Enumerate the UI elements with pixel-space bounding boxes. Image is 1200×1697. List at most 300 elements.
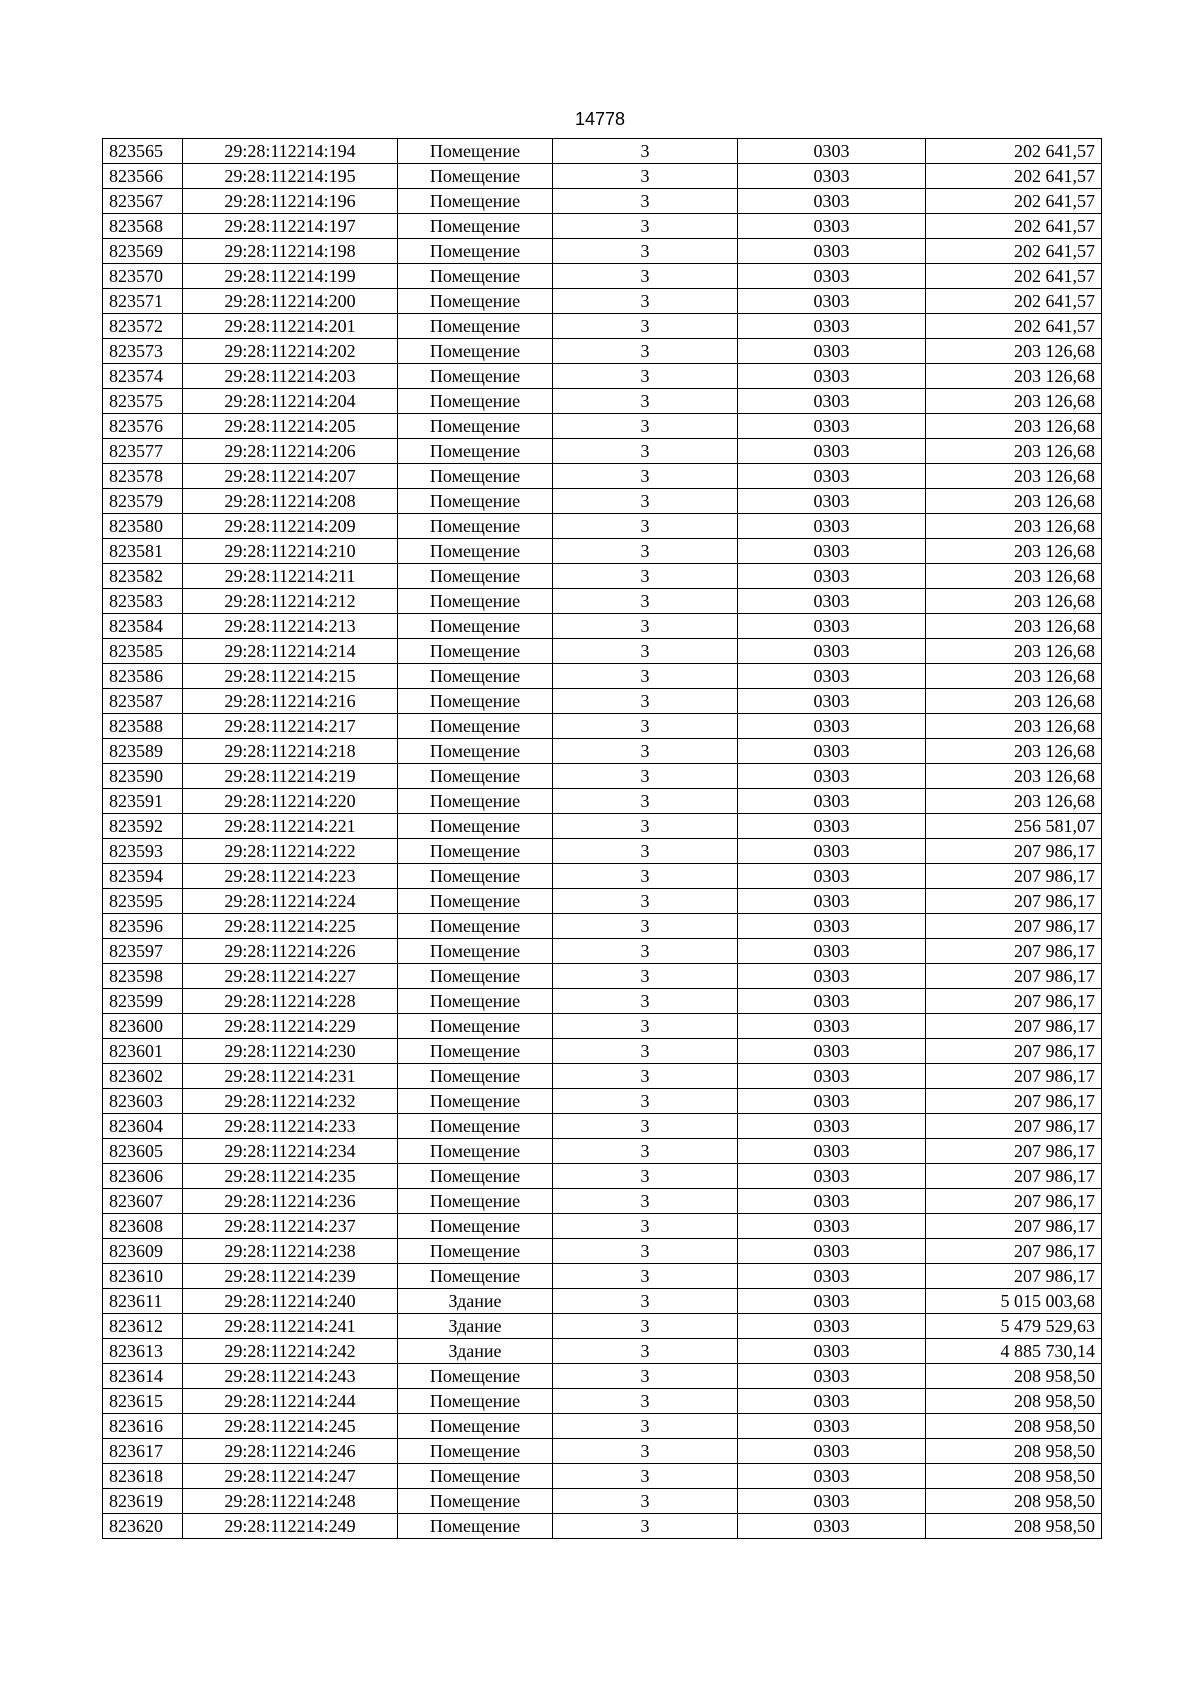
category-cell: 3	[553, 1214, 738, 1239]
table-row	[103, 1339, 1102, 1364]
row-number-cell: 823572	[103, 314, 183, 339]
row-number-cell: 823616	[103, 1414, 183, 1439]
cadastral-value-cell: 208 958,50	[926, 1414, 1102, 1439]
object-type-cell: Помещение	[398, 1064, 553, 1089]
row-number-cell: 823573	[103, 339, 183, 364]
cadastral-number-cell: 29:28:112214:221	[183, 814, 398, 839]
code-cell: 0303	[738, 1039, 926, 1064]
row-number-cell: 823576	[103, 414, 183, 439]
registry-table-body	[103, 139, 1102, 1539]
cadastral-value-cell: 207 986,17	[926, 1064, 1102, 1089]
cadastral-value-cell: 208 958,50	[926, 1389, 1102, 1414]
code-cell: 0303	[738, 814, 926, 839]
table-row	[103, 864, 1102, 889]
object-type-cell: Помещение	[398, 164, 553, 189]
code-cell: 0303	[738, 939, 926, 964]
table-row	[103, 1214, 1102, 1239]
table-row	[103, 1364, 1102, 1389]
object-type-cell: Помещение	[398, 639, 553, 664]
cadastral-number-cell: 29:28:112214:248	[183, 1489, 398, 1514]
table-row	[103, 1014, 1102, 1039]
cadastral-value-cell: 207 986,17	[926, 1214, 1102, 1239]
row-number-cell: 823585	[103, 639, 183, 664]
row-number-cell: 823590	[103, 764, 183, 789]
category-cell: 3	[553, 689, 738, 714]
row-number-cell: 823581	[103, 539, 183, 564]
cadastral-value-cell: 207 986,17	[926, 1039, 1102, 1064]
category-cell: 3	[553, 1114, 738, 1139]
row-number-cell: 823603	[103, 1089, 183, 1114]
cadastral-number-cell: 29:28:112214:225	[183, 914, 398, 939]
table-row	[103, 1289, 1102, 1314]
row-number-cell: 823571	[103, 289, 183, 314]
row-number-cell: 823619	[103, 1489, 183, 1514]
table-row	[103, 1189, 1102, 1214]
row-number-cell: 823609	[103, 1239, 183, 1264]
cadastral-number-cell: 29:28:112214:227	[183, 964, 398, 989]
code-cell: 0303	[738, 1314, 926, 1339]
object-type-cell: Помещение	[398, 1139, 553, 1164]
code-cell: 0303	[738, 1139, 926, 1164]
table-row	[103, 939, 1102, 964]
code-cell: 0303	[738, 1239, 926, 1264]
code-cell: 0303	[738, 439, 926, 464]
cadastral-number-cell: 29:28:112214:236	[183, 1189, 398, 1214]
row-number-cell: 823589	[103, 739, 183, 764]
cadastral-number-cell: 29:28:112214:242	[183, 1339, 398, 1364]
cadastral-number-cell: 29:28:112214:212	[183, 589, 398, 614]
object-type-cell: Помещение	[398, 1214, 553, 1239]
row-number-cell: 823614	[103, 1364, 183, 1389]
row-number-cell: 823584	[103, 614, 183, 639]
cadastral-number-cell: 29:28:112214:233	[183, 1114, 398, 1139]
row-number-cell: 823607	[103, 1189, 183, 1214]
cadastral-number-cell: 29:28:112214:207	[183, 464, 398, 489]
row-number-cell: 823574	[103, 364, 183, 389]
row-number-cell: 823567	[103, 189, 183, 214]
table-row	[103, 214, 1102, 239]
cadastral-value-cell: 208 958,50	[926, 1364, 1102, 1389]
cadastral-number-cell: 29:28:112214:238	[183, 1239, 398, 1264]
cadastral-value-cell: 207 986,17	[926, 1239, 1102, 1264]
table-row	[103, 1164, 1102, 1189]
category-cell: 3	[553, 964, 738, 989]
category-cell: 3	[553, 264, 738, 289]
row-number-cell: 823579	[103, 489, 183, 514]
cadastral-value-cell: 208 958,50	[926, 1439, 1102, 1464]
cadastral-value-cell: 207 986,17	[926, 939, 1102, 964]
table-row	[103, 164, 1102, 189]
cadastral-number-cell: 29:28:112214:219	[183, 764, 398, 789]
category-cell: 3	[553, 389, 738, 414]
object-type-cell: Помещение	[398, 589, 553, 614]
cadastral-number-cell: 29:28:112214:229	[183, 1014, 398, 1039]
cadastral-value-cell: 202 641,57	[926, 214, 1102, 239]
row-number-cell: 823591	[103, 789, 183, 814]
code-cell: 0303	[738, 689, 926, 714]
cadastral-value-cell: 207 986,17	[926, 1114, 1102, 1139]
category-cell: 3	[553, 814, 738, 839]
code-cell: 0303	[738, 1514, 926, 1539]
cadastral-value-cell: 203 126,68	[926, 689, 1102, 714]
category-cell: 3	[553, 139, 738, 164]
object-type-cell: Помещение	[398, 1514, 553, 1539]
table-row	[103, 714, 1102, 739]
category-cell: 3	[553, 1039, 738, 1064]
code-cell: 0303	[738, 1114, 926, 1139]
code-cell: 0303	[738, 1189, 926, 1214]
category-cell: 3	[553, 639, 738, 664]
object-type-cell: Помещение	[398, 764, 553, 789]
cadastral-number-cell: 29:28:112214:239	[183, 1264, 398, 1289]
cadastral-number-cell: 29:28:112214:216	[183, 689, 398, 714]
category-cell: 3	[553, 1389, 738, 1414]
cadastral-number-cell: 29:28:112214:203	[183, 364, 398, 389]
category-cell: 3	[553, 939, 738, 964]
category-cell: 3	[553, 464, 738, 489]
cadastral-value-cell: 207 986,17	[926, 964, 1102, 989]
table-row	[103, 614, 1102, 639]
cadastral-value-cell: 203 126,68	[926, 564, 1102, 589]
cadastral-number-cell: 29:28:112214:222	[183, 839, 398, 864]
table-row	[103, 1264, 1102, 1289]
category-cell: 3	[553, 889, 738, 914]
cadastral-value-cell: 203 126,68	[926, 664, 1102, 689]
cadastral-number-cell: 29:28:112214:209	[183, 514, 398, 539]
table-row	[103, 489, 1102, 514]
code-cell: 0303	[738, 589, 926, 614]
cadastral-number-cell: 29:28:112214:249	[183, 1514, 398, 1539]
table-row	[103, 589, 1102, 614]
cadastral-value-cell: 203 126,68	[926, 514, 1102, 539]
object-type-cell: Помещение	[398, 139, 553, 164]
cadastral-number-cell: 29:28:112214:218	[183, 739, 398, 764]
cadastral-number-cell: 29:28:112214:217	[183, 714, 398, 739]
table-row	[103, 1089, 1102, 1114]
code-cell: 0303	[738, 1489, 926, 1514]
table-row	[103, 1114, 1102, 1139]
row-number-cell: 823605	[103, 1139, 183, 1164]
table-row	[103, 514, 1102, 539]
cadastral-value-cell: 202 641,57	[926, 189, 1102, 214]
cadastral-number-cell: 29:28:112214:231	[183, 1064, 398, 1089]
code-cell: 0303	[738, 1339, 926, 1364]
category-cell: 3	[553, 864, 738, 889]
row-number-cell: 823580	[103, 514, 183, 539]
category-cell: 3	[553, 989, 738, 1014]
cadastral-number-cell: 29:28:112214:215	[183, 664, 398, 689]
row-number-cell: 823596	[103, 914, 183, 939]
object-type-cell: Помещение	[398, 214, 553, 239]
object-type-cell: Здание	[398, 1339, 553, 1364]
cadastral-value-cell: 5 015 003,68	[926, 1289, 1102, 1314]
cadastral-value-cell: 202 641,57	[926, 164, 1102, 189]
table-row	[103, 389, 1102, 414]
cadastral-value-cell: 203 126,68	[926, 339, 1102, 364]
cadastral-value-cell: 256 581,07	[926, 814, 1102, 839]
code-cell: 0303	[738, 964, 926, 989]
object-type-cell: Помещение	[398, 439, 553, 464]
cadastral-value-cell: 207 986,17	[926, 864, 1102, 889]
category-cell: 3	[553, 1314, 738, 1339]
cadastral-value-cell: 203 126,68	[926, 439, 1102, 464]
cadastral-number-cell: 29:28:112214:196	[183, 189, 398, 214]
cadastral-number-cell: 29:28:112214:200	[183, 289, 398, 314]
cadastral-number-cell: 29:28:112214:199	[183, 264, 398, 289]
cadastral-value-cell: 203 126,68	[926, 764, 1102, 789]
table-row	[103, 239, 1102, 264]
cadastral-number-cell: 29:28:112214:201	[183, 314, 398, 339]
cadastral-value-cell: 207 986,17	[926, 1139, 1102, 1164]
row-number-cell: 823566	[103, 164, 183, 189]
cadastral-number-cell: 29:28:112214:243	[183, 1364, 398, 1389]
row-number-cell: 823597	[103, 939, 183, 964]
object-type-cell: Помещение	[398, 1089, 553, 1114]
category-cell: 3	[553, 239, 738, 264]
object-type-cell: Помещение	[398, 789, 553, 814]
category-cell: 3	[553, 514, 738, 539]
page-number: 14778	[574, 109, 626, 129]
object-type-cell: Помещение	[398, 1164, 553, 1189]
code-cell: 0303	[738, 614, 926, 639]
object-type-cell: Помещение	[398, 564, 553, 589]
code-cell: 0303	[738, 289, 926, 314]
code-cell: 0303	[738, 414, 926, 439]
row-number-cell: 823575	[103, 389, 183, 414]
cadastral-value-cell: 203 126,68	[926, 614, 1102, 639]
category-cell: 3	[553, 564, 738, 589]
row-number-cell: 823586	[103, 664, 183, 689]
object-type-cell: Помещение	[398, 1014, 553, 1039]
row-number-cell: 823592	[103, 814, 183, 839]
category-cell: 3	[553, 914, 738, 939]
row-number-cell: 823582	[103, 564, 183, 589]
cadastral-value-cell: 207 986,17	[926, 1089, 1102, 1114]
category-cell: 3	[553, 1464, 738, 1489]
table-row	[103, 964, 1102, 989]
category-cell: 3	[553, 839, 738, 864]
cadastral-number-cell: 29:28:112214:195	[183, 164, 398, 189]
cadastral-value-cell: 207 986,17	[926, 889, 1102, 914]
object-type-cell: Помещение	[398, 1114, 553, 1139]
row-number-cell: 823577	[103, 439, 183, 464]
cadastral-value-cell: 203 126,68	[926, 364, 1102, 389]
row-number-cell: 823593	[103, 839, 183, 864]
code-cell: 0303	[738, 489, 926, 514]
category-cell: 3	[553, 439, 738, 464]
code-cell: 0303	[738, 564, 926, 589]
code-cell: 0303	[738, 639, 926, 664]
table-row	[103, 1239, 1102, 1264]
category-cell: 3	[553, 1089, 738, 1114]
table-row	[103, 339, 1102, 364]
code-cell: 0303	[738, 1214, 926, 1239]
row-number-cell: 823570	[103, 264, 183, 289]
table-row	[103, 664, 1102, 689]
cadastral-value-cell: 203 126,68	[926, 539, 1102, 564]
table-row	[103, 814, 1102, 839]
category-cell: 3	[553, 339, 738, 364]
object-type-cell: Здание	[398, 1314, 553, 1339]
object-type-cell: Помещение	[398, 614, 553, 639]
table-row	[103, 1314, 1102, 1339]
object-type-cell: Помещение	[398, 664, 553, 689]
category-cell: 3	[553, 664, 738, 689]
category-cell: 3	[553, 789, 738, 814]
code-cell: 0303	[738, 339, 926, 364]
cadastral-number-cell: 29:28:112214:197	[183, 214, 398, 239]
category-cell: 3	[553, 1164, 738, 1189]
table-row	[103, 264, 1102, 289]
table-row	[103, 314, 1102, 339]
code-cell: 0303	[738, 839, 926, 864]
category-cell: 3	[553, 214, 738, 239]
code-cell: 0303	[738, 364, 926, 389]
cadastral-value-cell: 207 986,17	[926, 839, 1102, 864]
cadastral-number-cell: 29:28:112214:246	[183, 1439, 398, 1464]
registry-table	[102, 138, 1102, 1539]
object-type-cell: Помещение	[398, 539, 553, 564]
cadastral-value-cell: 202 641,57	[926, 289, 1102, 314]
code-cell: 0303	[738, 664, 926, 689]
code-cell: 0303	[738, 889, 926, 914]
cadastral-value-cell: 207 986,17	[926, 914, 1102, 939]
object-type-cell: Помещение	[398, 239, 553, 264]
table-row	[103, 1039, 1102, 1064]
cadastral-number-cell: 29:28:112214:210	[183, 539, 398, 564]
row-number-cell: 823587	[103, 689, 183, 714]
object-type-cell: Помещение	[398, 989, 553, 1014]
category-cell: 3	[553, 739, 738, 764]
object-type-cell: Помещение	[398, 939, 553, 964]
object-type-cell: Помещение	[398, 1489, 553, 1514]
cadastral-value-cell: 203 126,68	[926, 464, 1102, 489]
table-row	[103, 1414, 1102, 1439]
cadastral-number-cell: 29:28:112214:230	[183, 1039, 398, 1064]
cadastral-number-cell: 29:28:112214:204	[183, 389, 398, 414]
category-cell: 3	[553, 539, 738, 564]
category-cell: 3	[553, 614, 738, 639]
row-number-cell: 823618	[103, 1464, 183, 1489]
row-number-cell: 823569	[103, 239, 183, 264]
cadastral-value-cell: 207 986,17	[926, 1164, 1102, 1189]
category-cell: 3	[553, 764, 738, 789]
row-number-cell: 823606	[103, 1164, 183, 1189]
object-type-cell: Помещение	[398, 1264, 553, 1289]
table-row	[103, 739, 1102, 764]
cadastral-number-cell: 29:28:112214:206	[183, 439, 398, 464]
table-row	[103, 689, 1102, 714]
cadastral-value-cell: 208 958,50	[926, 1514, 1102, 1539]
object-type-cell: Помещение	[398, 814, 553, 839]
table-row	[103, 839, 1102, 864]
code-cell: 0303	[738, 764, 926, 789]
table-row	[103, 539, 1102, 564]
category-cell: 3	[553, 314, 738, 339]
object-type-cell: Помещение	[398, 364, 553, 389]
cadastral-number-cell: 29:28:112214:205	[183, 414, 398, 439]
object-type-cell: Помещение	[398, 689, 553, 714]
object-type-cell: Помещение	[398, 739, 553, 764]
cadastral-number-cell: 29:28:112214:234	[183, 1139, 398, 1164]
cadastral-number-cell: 29:28:112214:223	[183, 864, 398, 889]
object-type-cell: Помещение	[398, 1364, 553, 1389]
code-cell: 0303	[738, 464, 926, 489]
category-cell: 3	[553, 714, 738, 739]
code-cell: 0303	[738, 1464, 926, 1489]
row-number-cell: 823602	[103, 1064, 183, 1089]
code-cell: 0303	[738, 314, 926, 339]
row-number-cell: 823565	[103, 139, 183, 164]
cadastral-value-cell: 207 986,17	[926, 1189, 1102, 1214]
code-cell: 0303	[738, 789, 926, 814]
cadastral-number-cell: 29:28:112214:245	[183, 1414, 398, 1439]
object-type-cell: Помещение	[398, 489, 553, 514]
cadastral-value-cell: 207 986,17	[926, 1264, 1102, 1289]
object-type-cell: Помещение	[398, 1239, 553, 1264]
object-type-cell: Помещение	[398, 414, 553, 439]
cadastral-value-cell: 207 986,17	[926, 989, 1102, 1014]
table-row	[103, 289, 1102, 314]
code-cell: 0303	[738, 164, 926, 189]
object-type-cell: Помещение	[398, 339, 553, 364]
code-cell: 0303	[738, 1064, 926, 1089]
code-cell: 0303	[738, 1364, 926, 1389]
cadastral-value-cell: 208 958,50	[926, 1489, 1102, 1514]
table-row	[103, 364, 1102, 389]
object-type-cell: Помещение	[398, 289, 553, 314]
object-type-cell: Помещение	[398, 1189, 553, 1214]
category-cell: 3	[553, 1289, 738, 1314]
row-number-cell: 823613	[103, 1339, 183, 1364]
row-number-cell: 823601	[103, 1039, 183, 1064]
cadastral-number-cell: 29:28:112214:214	[183, 639, 398, 664]
table-row	[103, 139, 1102, 164]
cadastral-number-cell: 29:28:112214:241	[183, 1314, 398, 1339]
table-row	[103, 439, 1102, 464]
cadastral-value-cell: 203 126,68	[926, 714, 1102, 739]
category-cell: 3	[553, 1189, 738, 1214]
code-cell: 0303	[738, 714, 926, 739]
object-type-cell: Помещение	[398, 1414, 553, 1439]
row-number-cell: 823594	[103, 864, 183, 889]
object-type-cell: Помещение	[398, 1439, 553, 1464]
object-type-cell: Помещение	[398, 864, 553, 889]
row-number-cell: 823588	[103, 714, 183, 739]
cadastral-number-cell: 29:28:112214:220	[183, 789, 398, 814]
object-type-cell: Помещение	[398, 914, 553, 939]
table-row	[103, 639, 1102, 664]
code-cell: 0303	[738, 1014, 926, 1039]
table-row	[103, 889, 1102, 914]
object-type-cell: Помещение	[398, 264, 553, 289]
cadastral-number-cell: 29:28:112214:208	[183, 489, 398, 514]
table-row	[103, 189, 1102, 214]
category-cell: 3	[553, 1489, 738, 1514]
object-type-cell: Помещение	[398, 464, 553, 489]
cadastral-number-cell: 29:28:112214:202	[183, 339, 398, 364]
table-row	[103, 764, 1102, 789]
cadastral-value-cell: 202 641,57	[926, 314, 1102, 339]
category-cell: 3	[553, 1064, 738, 1089]
object-type-cell: Помещение	[398, 1389, 553, 1414]
cadastral-value-cell: 5 479 529,63	[926, 1314, 1102, 1339]
cadastral-number-cell: 29:28:112214:232	[183, 1089, 398, 1114]
table-row	[103, 914, 1102, 939]
row-number-cell: 823620	[103, 1514, 183, 1539]
cadastral-value-cell: 4 885 730,14	[926, 1339, 1102, 1364]
table-row	[103, 464, 1102, 489]
